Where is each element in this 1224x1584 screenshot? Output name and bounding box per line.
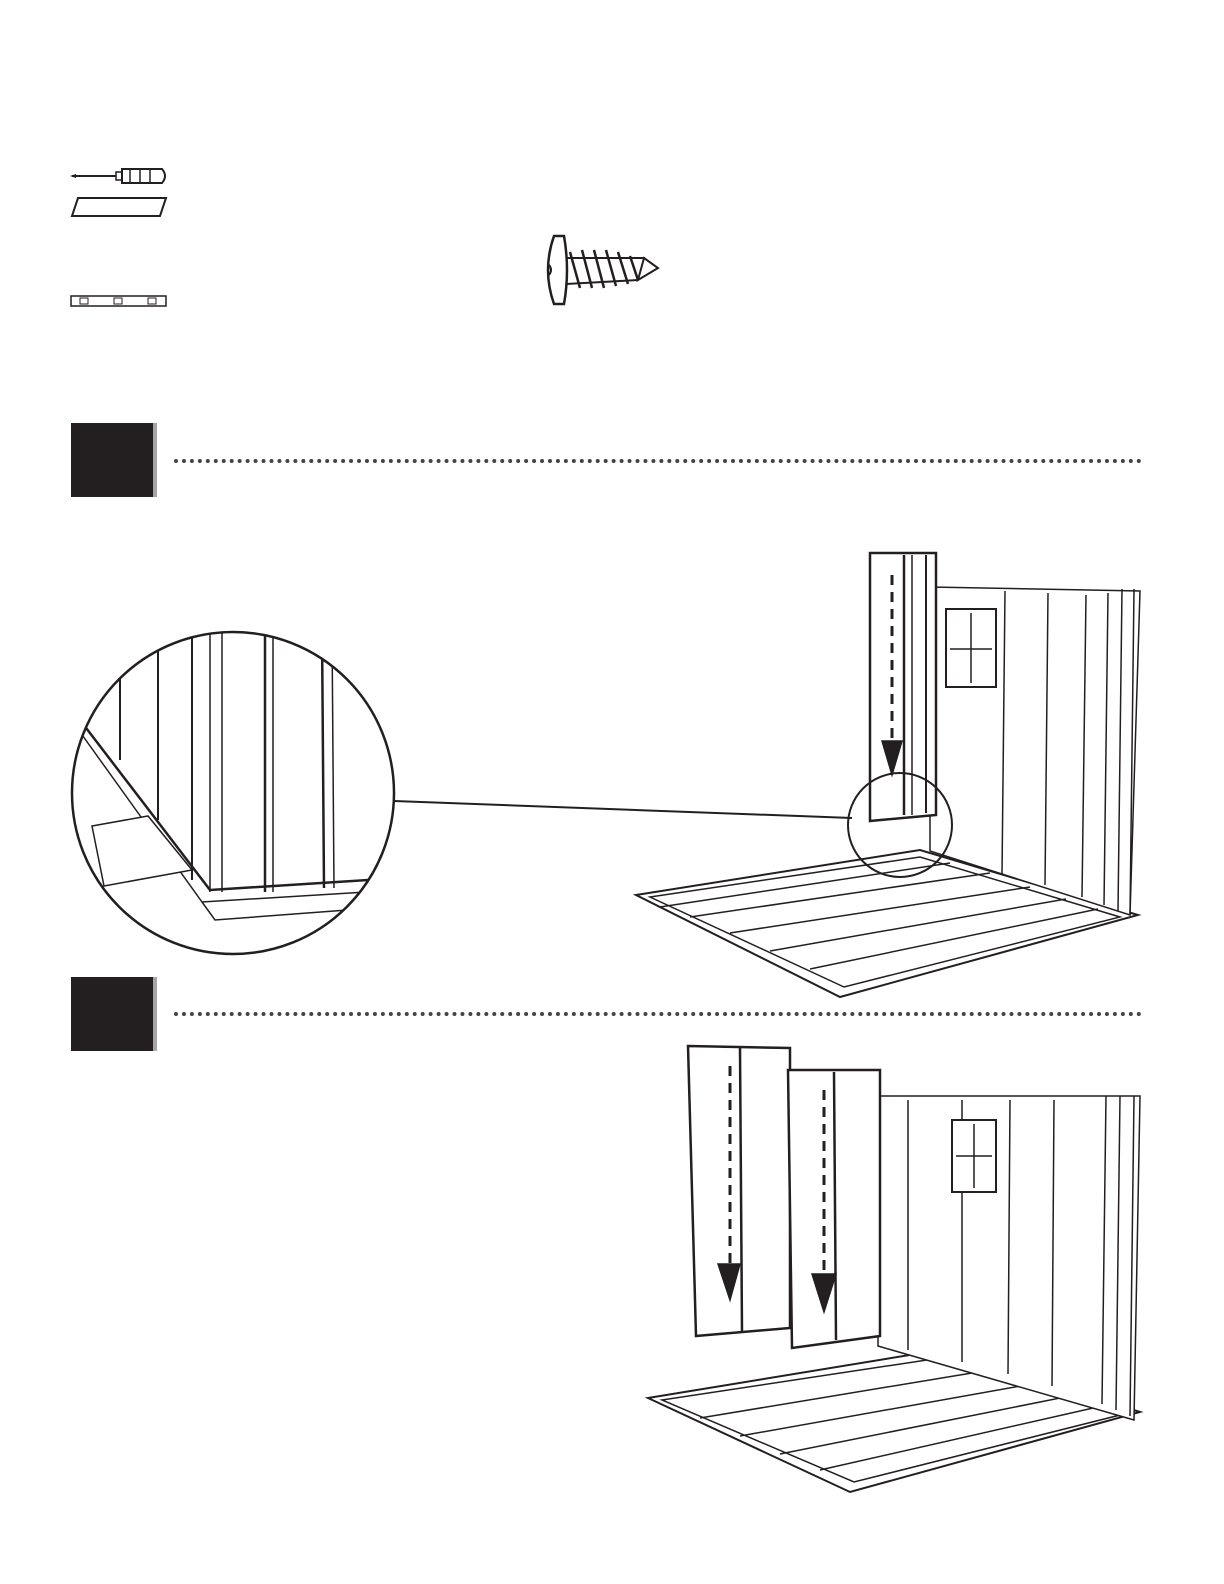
- two-wall-panels-insert: [640, 1040, 1150, 1500]
- step-2-block: [71, 977, 153, 1051]
- step-2-divider: [174, 1012, 1142, 1016]
- corner-panel-insert: [630, 545, 1150, 1000]
